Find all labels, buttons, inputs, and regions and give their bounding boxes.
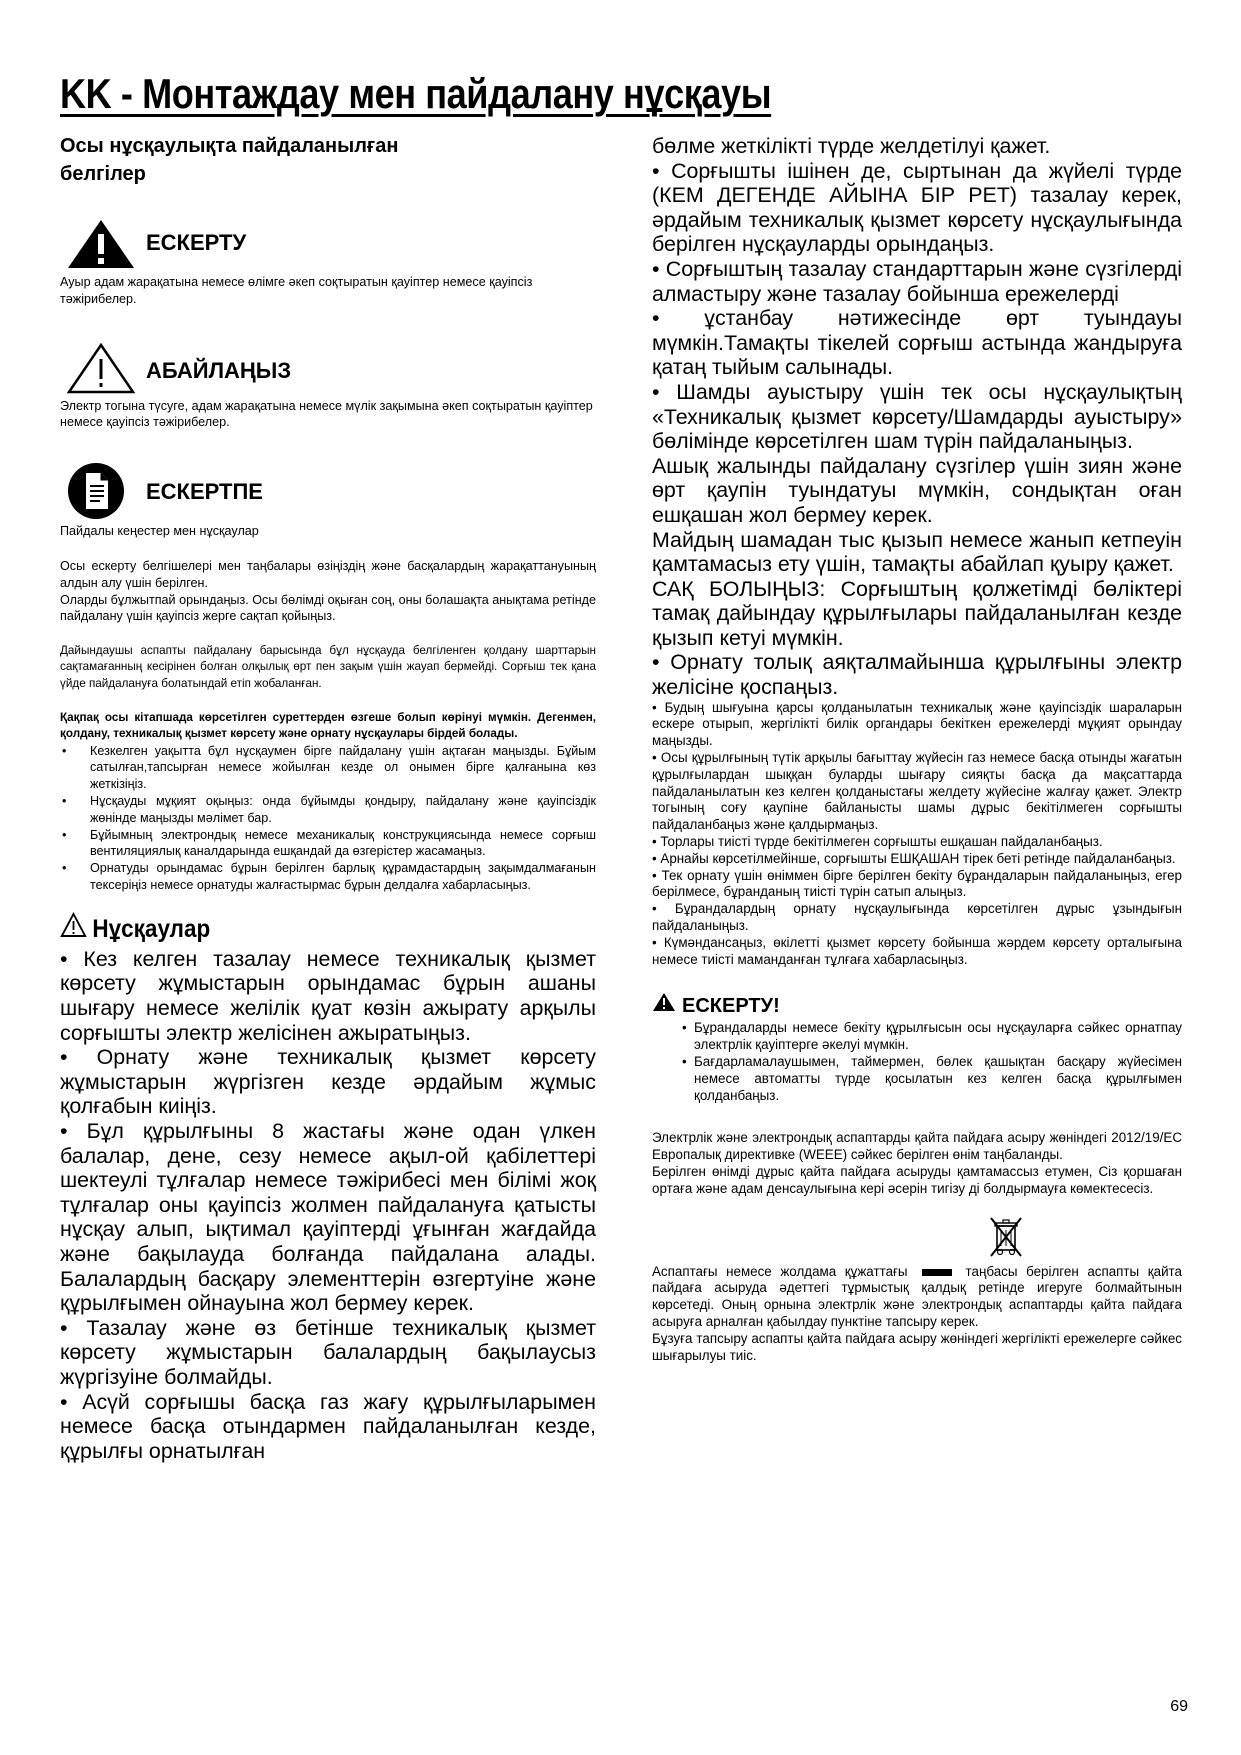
caution-symbol-block [60, 342, 596, 398]
right-column [652, 134, 1182, 1364]
page-title: KK - Монтаждау мен пайдалану нұсқауы [60, 70, 772, 117]
safety-note: • Будың шығуына қарсы қолданылатын техникалық және қауіпсіздік шараларын ескере отырып, жергілікті билік органдары бекіткен ережелерді мұқият орындау маңызды. [652, 699, 1182, 749]
safety-note: • Осы құрылғының түтік арқылы бағыттау жүйесін газ немесе басқа отынды жағатын құрылғылардан шыққан буларды шығару сияқты басқа да мақсаттарда пайдаланылатын кез келген қолданыстағы желдету жүйесіне жалғау қажет. Электр тогының соғу қаупіне байланысты шамы дұрыс бекітілмеген сорғышты пайдаланбаңыз және қалдырмаңыз. [652, 750, 1182, 833]
warning-symbol-block [60, 218, 596, 274]
caution-label: АБАЙЛАҢЫЗ [146, 357, 292, 383]
crossed-bin-bar-icon [922, 1269, 952, 1276]
page-number: 69 [1170, 1698, 1188, 1715]
note-icon [66, 461, 126, 526]
note-symbol-block [60, 461, 596, 523]
instruction-paragraph: • Кез келген тазалау немесе техникалық қызмет көрсету жұмыстарын орындамас бұрын ашаны шығару немесе желілік қуат көзін ажырату арқылы сорғышты электр желісінен ажыратыңыз. [60, 946, 596, 1045]
symbols-heading: Осы нұсқаулықта пайдаланылған белгілер [60, 135, 399, 185]
list-item: • Бағдарламалаушымен, таймермен, бөлек қашықтан басқару жүйесімен немесе автоматты түрде қосылатын кез келген басқа құрылғымен қолданбаңыз. [682, 1054, 1182, 1104]
intro-paragraph-4: Қақпақ осы кітапшада көрсетілген суреттерден өзгеше болып көрінуі мүмкін. Дегенмен, қолдану, техникалық қызмет көрсету және орнату нұсқаулары бірдей болады. [60, 711, 596, 741]
note-label: ЕСКЕРТПЕ [146, 479, 263, 505]
caution-icon [60, 912, 87, 947]
warning-bullet-list [652, 1020, 1182, 1104]
instruction-paragraph: • Орнату және техникалық қызмет көрсету жұмыстарын жүргізген кезде әрдайым жұмыс қолғабын киіңіз. [60, 1045, 596, 1119]
list-item: • Кезкелген уақытта бұл нұсқаумен бірге пайдалану үшін ақтаған маңызды. Бұйым сатылған,тапсырған немесе жойылған кезде ол онымен бірге қалғанына көз жеткізіңіз. [60, 743, 596, 793]
instruction-paragraph: • Асүй сорғышы басқа газ жағу құрылғыларымен немесе басқа отындармен пайдаланылған кезде, құрылғы орнатылған [60, 1389, 596, 1463]
weee-paragraph-3-end: таңбасы берілген аспапты қайта пайдаға асыруда әдеттегі тұрмыстық қалдық ретінде игеруге болмайтынын көрсетеді. Оның орнына электрлік және электрондық аспаптарды қайта пайдаға асыруға арналған қабылдау пунктіне тапсыру керек. [652, 1263, 1182, 1329]
warning-text: Ауыр адам жарақатына немесе өлімге әкеп соқтыратын қауіптер немесе қауіпсіз тәжірибелер. [60, 275, 533, 306]
intro-paragraph-2: Оларды бұлжытпай орындаңыз. Осы бөлімді оқыған соң, оны болашақта анықтама ретінде пайдалану үшін қауіпсіз жерге сақтап қойыңыз. [60, 592, 596, 624]
list-item: • Бұрандаларды немесе бекіту құрылғысын осы нұсқауларға сәйкес орнатпау электрлік қауіптерге әкелуі мүмкін. [682, 1020, 1182, 1054]
caution-icon [66, 342, 136, 399]
warning-icon [652, 992, 676, 1020]
weee-paragraph-2: Берілген өнімді дұрыс қайта пайдаға асыруды қамтамассыз етумен, Сіз қоршаған ортаға және адам денсаулығына кері әсерін тигізу ді болдырмауға көмектесесіз. [652, 1163, 1182, 1196]
list-item: • Орнатуды орындамас бұрын берілген барлық құрамдастардың зақымдалмағанын тексеріңіз немесе орнатуды жалғастырмас бұрын делдалға хабарласыңыз. [60, 860, 596, 894]
intro-paragraph-3: Дайындаушы аспапты пайдалану барысында бұл нұсқауда белгіленген қолдану шарттарын сақтамағанның кесірінен болған олқылық өрт пен зақым үшін жауап бермейді. Сорғыш тек қана үйде пайдалануға болатындай етіп жобаланған. [60, 644, 596, 690]
instruction-paragraph: • Бұл құрылғыны 8 жастағы және одан үлкен балалар, дене, сезу немесе ақыл-ой қабілеттері шектеулі тұлғалар немесе тәжірибесі мен білімі жоқ тұлғалар оны қауіпсіз жолмен пайдалануға қатысты нұсқау алып, ықтимал қауіптерді ұғынған жағдайда және бақылауда болғанда пайдалана алады. Балалардың басқару элементтерін өзгертуіне және құрылғымен ойнауына жол бермеу керек. [60, 1118, 596, 1316]
list-item: • Нұсқауды мұқият оқыңыз: онда бұйымды қондыру, пайдалану және қауіпсіздік жөнінде маңызды мәлімет бар. [60, 793, 596, 827]
left-column [60, 132, 596, 1463]
weee-paragraph-3 [652, 1264, 1182, 1331]
warning-icon [66, 218, 136, 275]
warning-title: ЕСКЕРТУ! [682, 995, 780, 1018]
safety-note: • Арнайы көрсетілмейінше, сорғышты ЕШҚАШАН тірек беті ретінде пайдаланбаңыз. [652, 850, 1176, 866]
safety-paragraph: • ұстанбау нәтижесінде өрт туындауы мүмкін.Тамақты тікелей сорғыш астында жандыруға қатаң тыйым салынады. [652, 306, 1182, 380]
safety-paragraph: САҚ БОЛЫҢЫЗ: Сорғыштың қолжетімді бөліктері тамақ дайындау құрылғылары пайдаланылған кезде қызып кетуі мүмкін. [652, 576, 1182, 650]
safety-note: • Күмәндансаңыз, өкілетті қызмет көрсету бойынша жәрдем көрсету орталығына немесе тиісті маманданған тұлғаға хабарласыңыз. [652, 934, 1182, 967]
safety-note: • Тек орнату үшін өніммен бірге берілген бекіту бұрандаларын пайдаланыңыз, егер берілмесе, бұранданың тиісті түрін сатып алыңыз. [652, 867, 1182, 900]
instruction-paragraph: • Тазалау және өз бетінше техникалық қызмет көрсету жұмыстарын балалардың бақылаусыз жүргізуіне болмайды. [60, 1315, 596, 1389]
safety-paragraph: • Сорғыштың тазалау стандарттарын және сүзгілерді алмастыру және тазалау бойынша ережелерді [652, 256, 1182, 306]
recycle-bin-icon [988, 1216, 1024, 1260]
safety-paragraph: • Орнату толық аяқталмайынша құрылғыны электр желісіне қоспаңыз. [652, 650, 1182, 700]
warning-heading [652, 992, 1182, 1020]
list-item: • Бұйымның электрондық немесе механикалық конструкциясында немесе сорғыш вентиляциялық каналдарында ешқандай да өзгерістер жасамаңыз. [60, 827, 596, 861]
safety-paragraph: бөлме жеткілікті түрде желдетілуі қажет. [652, 134, 1051, 158]
safety-note: • Бұрандалардың орнату нұсқаулығында көрсетілген дұрыс ұзындығын пайдаланыңыз. [652, 901, 1182, 934]
weee-paragraph-4: Бұзуға тапсыру аспапты қайта пайдаға асыру жөніндегі жергілікті ережелерге сәйкес шығарылуы тиіс. [652, 1330, 1182, 1363]
safety-paragraph: • Шамды ауыстыру үшін тек осы нұсқаулықтың «Техникалық қызмет көрсету/Шамдарды ауыстыру» бөлімінде көрсетілген шам түрін пайдаланыңыз. [652, 379, 1182, 454]
weee-paragraph-3-start: Аспаптағы немесе жолдама құжаттағы [652, 1263, 908, 1279]
intro-bullet-list [60, 743, 596, 894]
intro-paragraph-1: Осы ескерту белгішелері мен таңбалары өзіңіздің және басқалардың жарақаттануының алдын алу үшін берілген. [60, 558, 596, 590]
note-text: Пайдалы кеңестер мен нұсқаулар [60, 524, 259, 539]
safety-note: • Торлары тиісті түрде бекітілмеген сорғышты ешқашан пайдаланбаңыз. [652, 834, 1103, 850]
safety-paragraph: • Сорғышты ішінен де, сыртынан да жүйелі түрде (КЕМ ДЕГЕНДЕ АЙЫНА БІР РЕТ) тазалау керек, әрдайым техникалық қызмет көрсету нұсқаулығында берілген нұсқауларды орындаңыз. [652, 158, 1182, 257]
safety-paragraph: Ашық жалынды пайдалану сүзгілер үшін зиян және өрт қаупін туындатуы мүмкін, сондықтан оған ешқашан жол бермеу керек. [652, 453, 1182, 527]
instructions-heading [60, 912, 542, 947]
caution-text: Электр тогына түсуге, адам жарақатына немесе мүлік зақымына әкеп соқтыратын қауіптер немесе қауіпсіз тәжірибелер. [60, 398, 593, 430]
safety-paragraph: Майдың шамадан тыс қызып немесе жанып кетпеуін қамтамасыз ету үшін, тамақты абайлап қуыру қажет. [652, 527, 1182, 577]
weee-paragraph-1: Электрлік және электрондық аспаптарды қайта пайдаға асыру жөніндегі 2012/19/ЕС Европалық директивке (WEEE) сәйкес берілген өнім таңбаланды. [652, 1130, 1182, 1163]
instructions-title: Нұсқаулар [92, 915, 211, 944]
warning-label: ЕСКЕРТУ [146, 230, 247, 255]
